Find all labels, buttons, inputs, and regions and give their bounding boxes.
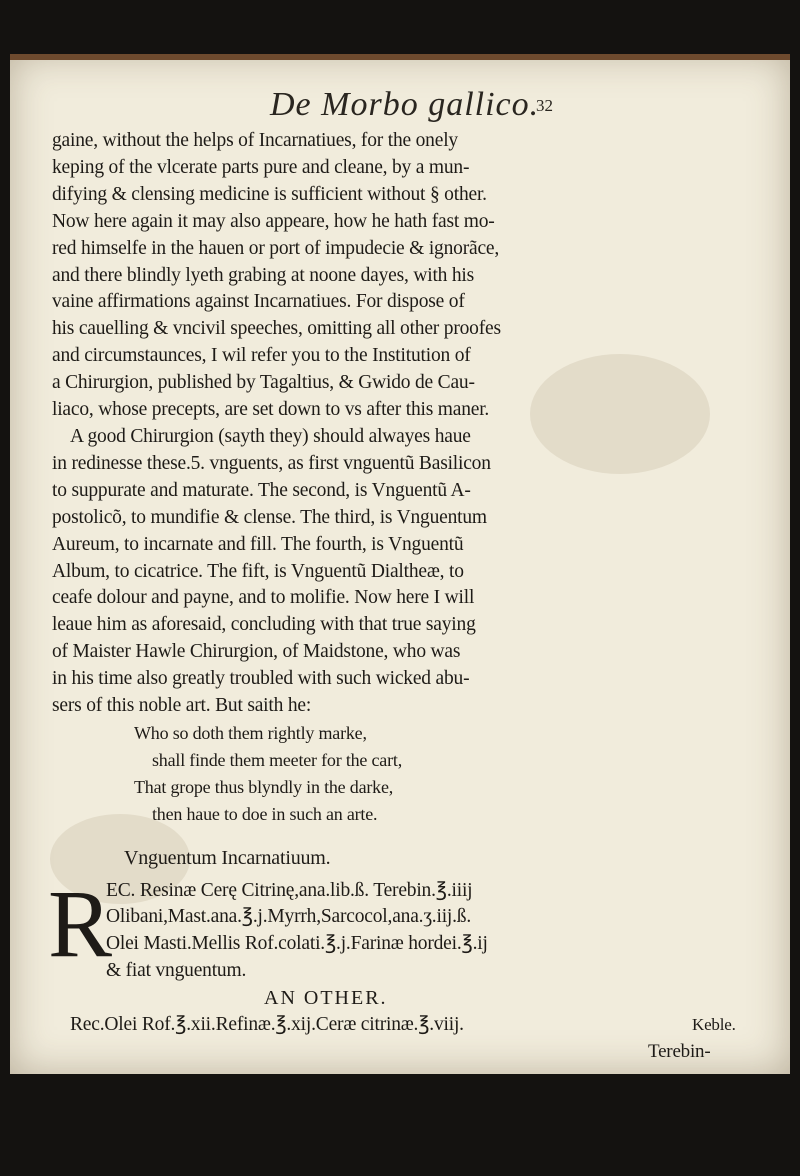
text-line: and circumstaunces, I wil refer you to the Institution of xyxy=(52,345,471,367)
text-line: in redinesse these.5. vnguents, as first vnguentũ Basilicon xyxy=(52,452,491,474)
text-line: gaine, without the helps of Incarnatiues, for the onely xyxy=(52,130,458,151)
text-line: liaco, whose precepts, are set down to vs after this maner. xyxy=(52,399,490,421)
text-line: ceafe dolour and payne, and to molifie. Now here I will xyxy=(52,587,475,609)
recipe-heading: Vnguentum Incarnatiuum. xyxy=(124,846,331,869)
book-page xyxy=(10,54,790,1074)
another-heading: AN OTHER. xyxy=(264,987,388,1010)
text-line: his cauelling & vncivil speeches, omitting all other proofes xyxy=(52,318,501,340)
text-line: postolicõ, to mundifie & clense. The third, is Vnguentum xyxy=(52,506,487,528)
running-head xyxy=(10,86,790,132)
drop-cap: R xyxy=(48,869,113,977)
running-title: De Morbo gallico. xyxy=(270,86,540,123)
text-line: a Chirurgion, published by Tagaltius, & Gwido de Cau- xyxy=(52,372,475,394)
text-line: to suppurate and maturate. The second, is Vnguentũ A- xyxy=(52,479,471,501)
text-line: keping of the vlcerate parts pure and cleane, by a mun- xyxy=(52,156,470,178)
text-line: leaue him as aforesaid, concluding with that true saying xyxy=(52,614,476,636)
catchword: Terebin- xyxy=(648,1041,711,1062)
catchword-line xyxy=(52,1039,752,1066)
text-block xyxy=(48,128,752,1066)
text-line: red himselfe in the hauen or port of impudecie & ignorãce, xyxy=(52,237,500,259)
text-line: Album, to cicatrice. The fift, is Vnguentũ Dialtheæ, to xyxy=(52,560,464,582)
recipe-line: Olei Masti.Mellis Rof.colati.℥.j.Farinæ hordei.℥.ij xyxy=(106,933,488,955)
text-line: in his time also greatly troubled with such wicked abu- xyxy=(52,668,470,690)
text-line: sers of this noble art. But saith he: xyxy=(52,695,312,717)
text-line: and there blindly lyeth grabing at noone dayes, with his xyxy=(52,264,475,286)
verse-line: then haue to doe in such an arte. xyxy=(152,803,378,824)
verse-line: That grope thus blyndly in the darke, xyxy=(134,776,394,797)
margin-note: Keble. xyxy=(692,1015,736,1035)
recipe-line: EC. Resinæ Cerę Citrinę,ana.lib.ß. Terebin.℥.iiij xyxy=(106,879,473,901)
page-top-edge xyxy=(10,54,790,60)
recipe-line-2 xyxy=(52,1012,752,1039)
recipe-line: Olibani,Mast.ana.℥.j.Myrrh,Sarcocol,ana.ʒ.iij.ß. xyxy=(106,906,472,928)
text-line: vaine affirmations against Incarnatiues. For dispose of xyxy=(52,291,465,313)
recipe-line: & fiat vnguentum. xyxy=(106,960,247,982)
recipe-block xyxy=(48,869,752,986)
verse-line: shall finde them meeter for the cart, xyxy=(152,749,402,770)
text-line: of Maister Hawle Chirurgion, of Maidstone, who was xyxy=(52,641,461,663)
verse-line: Who so doth them rightly marke, xyxy=(134,722,367,743)
text-line: A good Chirurgion (sayth they) should alwayes haue xyxy=(70,425,471,447)
text-line: Aureum, to incarnate and fill. The fourth, is Vnguentũ xyxy=(52,533,464,555)
text-line: difying & clensing medicine is sufficient without § other. xyxy=(52,183,487,205)
page-number: 32 xyxy=(536,96,553,115)
text-line: Now here again it may also appeare, how he hath fast mo- xyxy=(52,210,495,232)
another-recipe-text: Rec.Olei Rof.℥.xii.Refinæ.℥.xij.Ceræ citrinæ.℥.viij. xyxy=(70,1014,464,1036)
